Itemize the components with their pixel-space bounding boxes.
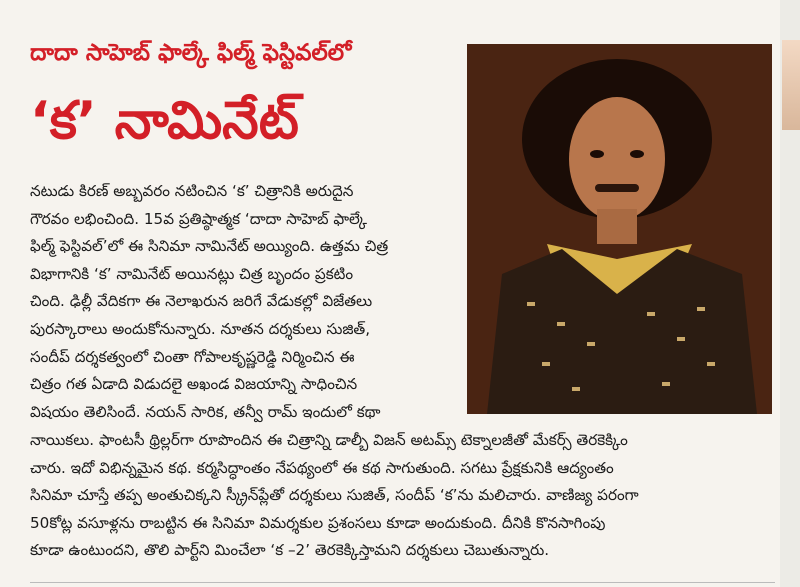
body-line: నటుడు కిరణ్ అబ్బవరం నటించిన ‘క’ చిత్రానికి అరుదైన xyxy=(30,182,354,200)
article-body-narrow xyxy=(30,178,460,426)
article-photo xyxy=(467,44,772,414)
body-line: 50కోట్ల వసూళ్లను రాబట్టిన ఈ సినిమా విమర్శకుల ప్రశంసలు కూడా అందుకుంది. దీనికి కొనసాగింపు xyxy=(30,513,606,532)
body-line: విభాగానికి ‘క’ నామినేట్ అయినట్లు చిత్ర బృందం ప్రకటిం xyxy=(30,264,354,283)
body-line: ఫిల్మ్ ఫెస్టివల్’లో ఈ సినిమా నామినేట్ అయ్యింది. ఉత్తమ చిత్ర xyxy=(30,237,389,256)
body-line: చిత్రం గత ఏడాది విడుదలై అఖండ విజయాన్ని సాధించిన xyxy=(30,375,358,394)
body-line: సినిమా చూస్తే తప్ప అంతుచిక్కని స్క్రీన్‌ప్లేతో దర్శకులు సుజిత్, సందీప్ ‘క’ను మలిచారు. వాణిజ్య పరంగా xyxy=(30,486,639,505)
photo-mustache xyxy=(595,184,639,192)
page-edge-strip xyxy=(780,0,800,587)
body-line: విషయం తెలిసిందే. నయన్ సారిక, తన్వీ రామ్ ఇందులో కథా xyxy=(30,402,381,421)
body-line: సందీప్ దర్శకత్వంలో చింతా గోపాలకృష్ణరెడ్డి నిర్మించిన ఈ xyxy=(30,347,355,366)
photo-eye-right xyxy=(630,150,644,158)
photo-face xyxy=(569,97,665,221)
article-headline: ‘క’ నామినేట్ xyxy=(30,91,299,151)
article-kicker: దాదా సాహెబ్ ఫాల్కే ఫిల్మ్ ఫెస్టివల్‌లో xyxy=(30,40,352,66)
body-line: చారు. ఇదో విభిన్నమైన కథ. కర్మసిద్ధాంతం నేపథ్యంలో ఈ కథ సాగుతుంది. సగటు ప్రేక్షకునికి ఆద్యంతం xyxy=(30,458,614,477)
body-line: నాయికలు. ఫాంటసీ థ్రిల్లర్‌గా రూపొందిన ఈ చిత్రాన్ని డాల్బీ విజన్ అటమ్స్ టెక్నాలజీతో మేకర్స్ తెరకెక్కిం xyxy=(30,431,628,449)
article-body-wide xyxy=(30,427,775,565)
body-line: పురస్కారాలు అందుకోనున్నారు. నూతన దర్శకులు సుజిత్, xyxy=(30,319,371,338)
photo-eye-left xyxy=(590,150,604,158)
body-line: కూడా ఉంటుందని, తొలి పార్ట్‌ని మించేలా ‘క –2’ తెరకెక్కిస్తామని దర్శకులు చెబుతున్నారు. xyxy=(30,541,550,560)
photo-neck xyxy=(597,209,637,244)
body-line: గౌరవం లభించింది. 15వ ప్రతిష్ఠాత్మక ‘దాదా సాహెబ్ ఫాల్కే xyxy=(30,209,367,228)
bottom-rule xyxy=(30,582,775,583)
body-line: చింది. ఢిల్లీ వేదికగా ఈ నెలాఖరున జరిగే వేడుకల్లో విజేతలు xyxy=(30,292,373,311)
